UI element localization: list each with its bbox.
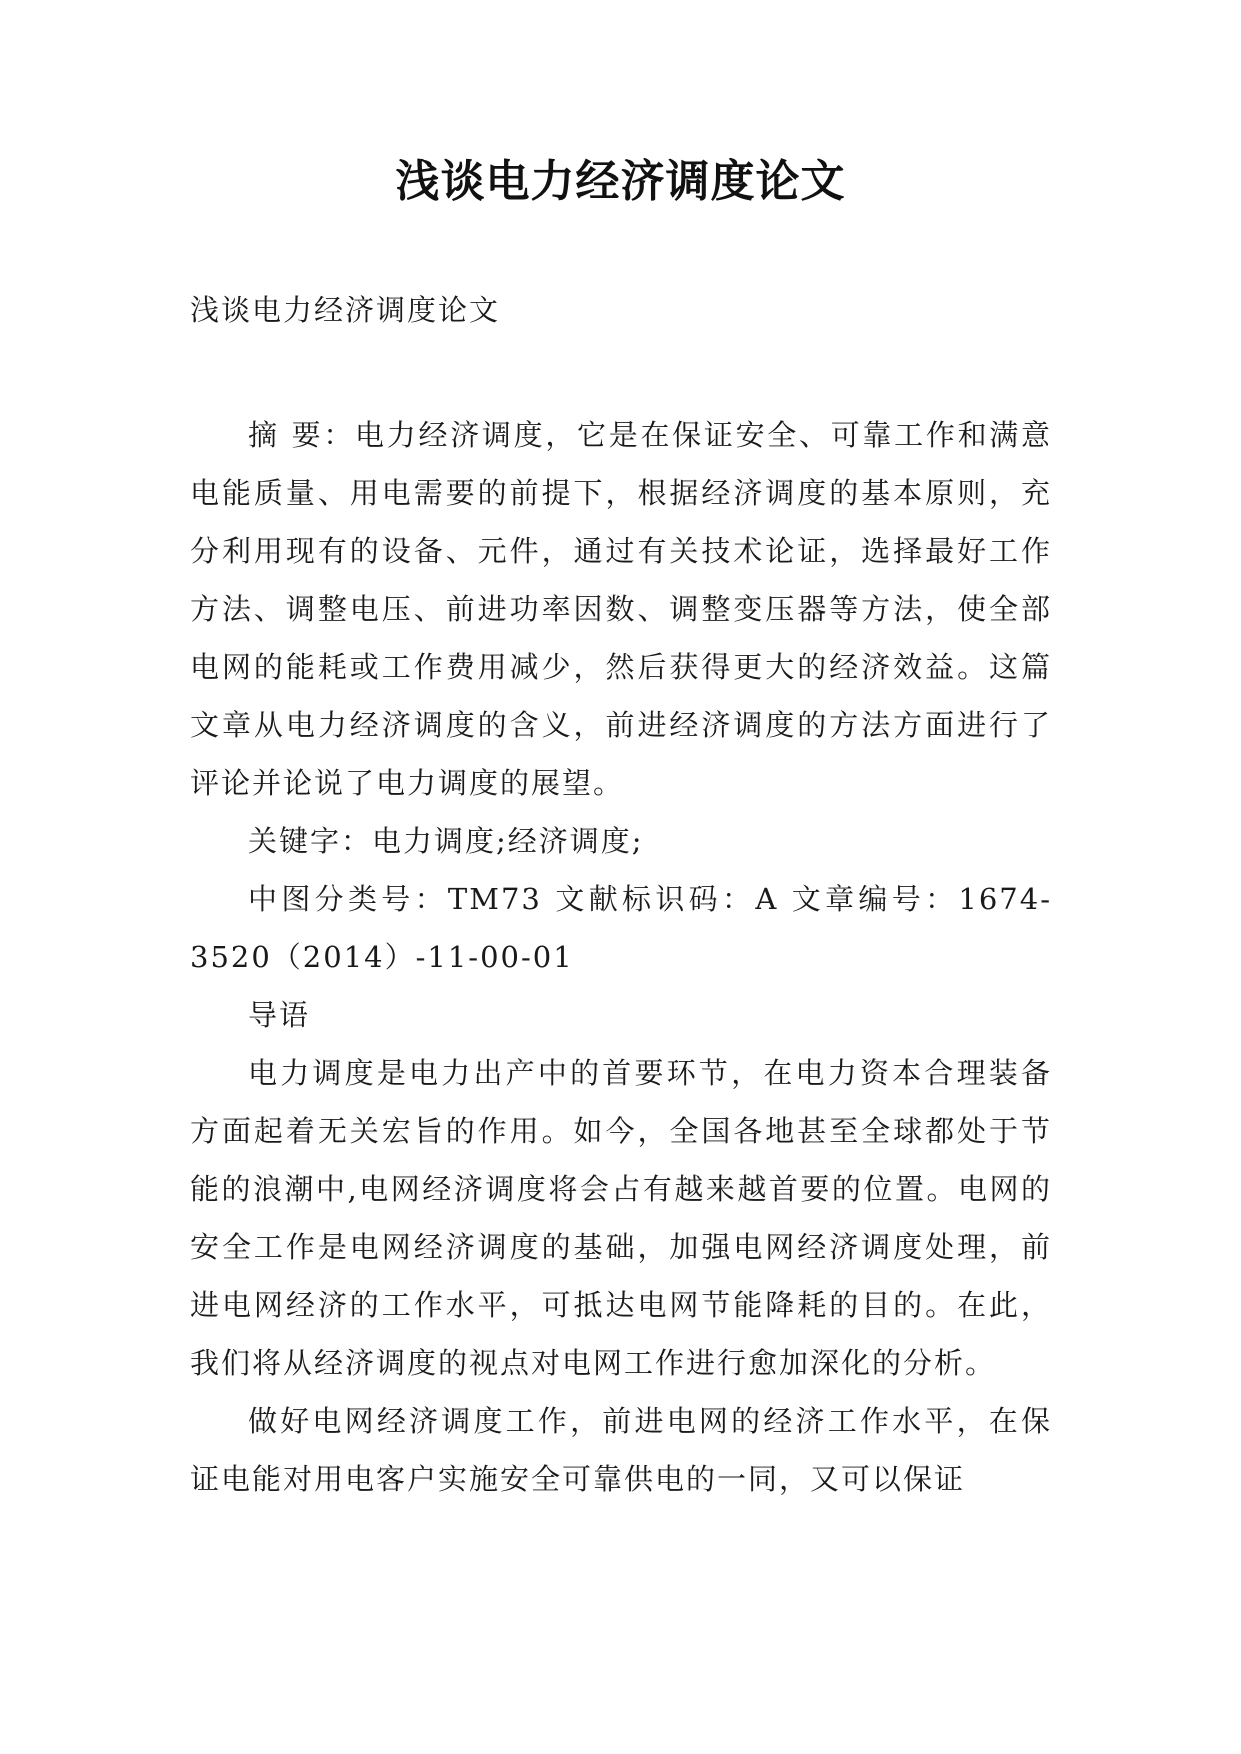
document-subtitle: 浅谈电力经济调度论文	[190, 293, 501, 327]
document-body	[190, 406, 1052, 1508]
classification-paragraph: 中图分类号：TM73 文献标识码：A 文章编号：1674-3520（2014）-11-00-01	[190, 882, 1052, 974]
document-title: 浅谈电力经济调度论文	[395, 156, 846, 207]
body-paragraph: 做好电网经济调度工作，前进电网的经济工作水平，在保证电能对用电客户实施安全可靠供电的一同，又可以保证	[190, 1404, 1052, 1496]
body-paragraph: 电力调度是电力出产中的首要环节，在电力资本合理装备方面起着无关宏旨的作用。如今，全国各地甚至全球都处于节能的浪潮中,电网经济调度将会占有越来越首要的位置。电网的安全工作是电网经济调度的基础，加强电网经济调度处理，前进电网经济的工作水平，可抵达电网节能降耗的目的。在此，我们将从经济调度的视点对电网工作进行愈加深化的分析。	[190, 1056, 1052, 1380]
abstract-paragraph: 摘 要：电力经济调度，它是在保证安全、可靠工作和满意电能质量、用电需要的前提下，根据经济调度的基本原则，充分利用现有的设备、元件，通过有关技术论证，选择最好工作方法、调整电压、前进功率因数、调整变压器等方法，使全部电网的能耗或工作费用减少，然后获得更大的经济效益。这篇文章从电力经济调度的含义，前进经济调度的方法方面进行了评论并论说了电力调度的展望。	[190, 418, 1052, 800]
intro-heading: 导语	[248, 998, 311, 1032]
keywords-paragraph: 关键字：电力调度;经济调度;	[248, 824, 644, 858]
